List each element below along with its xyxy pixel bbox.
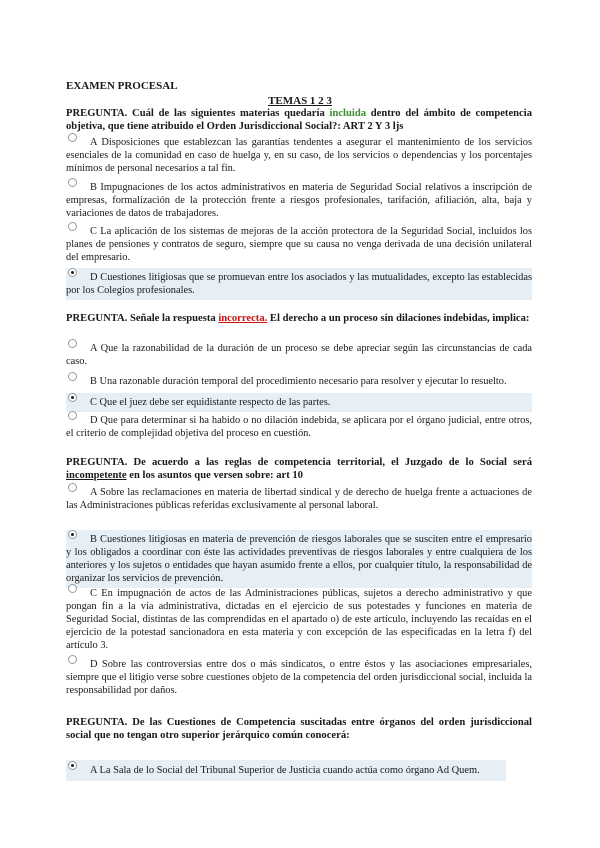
- radio-icon[interactable]: [68, 339, 77, 348]
- exam-title: EXAMEN PROCESAL: [66, 80, 178, 92]
- highlight-incluida: incluida: [329, 108, 367, 119]
- radio-icon[interactable]: [68, 222, 77, 231]
- radio-selected-icon[interactable]: [68, 268, 77, 277]
- q1-option-a[interactable]: A Disposiciones que establezcan las garantías tendentes a asegurar el mantenimiento de los servicios esenciales de la comunidad en caso de huelga y, en su caso, de los servicios o dependencias y los porcentajes mínimos de personal necesarios a tal fin.: [66, 136, 532, 175]
- radio-selected-icon[interactable]: [68, 393, 77, 402]
- radio-selected-icon[interactable]: [68, 761, 77, 770]
- q1-option-c[interactable]: C La aplicación de los sistemas de mejoras de la acción protectora de la Seguridad Social, incluidos los planes de pensiones y contratos de seguro, siempre que su causa no venga derivada de una decisión unilateral del empresario.: [66, 225, 532, 264]
- radio-icon[interactable]: [68, 411, 77, 420]
- q3-option-b[interactable]: B Cuestiones litigiosas en materia de prevención de riesgos laborales que se susciten entre el empresario y los obligados a coordinar con éste las actividades preventivas de riesgos laborales y entre cualquiera de los anteriores y los sujetos o entidades que hayan asumido frente a ellos, por cualquier título, la responsabilidad de organizar los servicios de prevención.: [66, 530, 532, 588]
- radio-icon[interactable]: [68, 483, 77, 492]
- q3-option-a[interactable]: A Sobre las reclamaciones en materia de libertad sindical y de derecho de huelga frente a actuaciones de las Administraciones públicas referidas exclusivamente al personal laboral.: [66, 486, 532, 512]
- radio-icon[interactable]: [68, 372, 77, 381]
- highlight-incompetente: incompetente: [66, 470, 127, 481]
- radio-icon[interactable]: [68, 655, 77, 664]
- q2-option-c[interactable]: C Que el juez debe ser equidistante respecto de las partes.: [66, 393, 532, 412]
- radio-selected-icon[interactable]: [68, 530, 77, 539]
- q3-option-c[interactable]: C En impugnación de actos de las Administraciones públicas, sujetos a derecho administrativo y que pongan fin a la vía administrativa, dictadas en el ejercicio de sus potestades y funciones en materia de Seguridad Social, distintas de las comprendidas en el apartado o) de este artículo, incluyendo las recaídas en el ejercicio de la potestad sancionadora en esta materia y con excepción de las especificadas en la letra f) del artículo 3.: [66, 587, 532, 652]
- q2-option-d[interactable]: D Que para determinar si ha habido o no dilación indebida, se aplicara por el órgano judicial, entre otros, el criterio de complejidad objetiva del proceso en cuestión.: [66, 414, 532, 440]
- question-2: PREGUNTA. Señale la respuesta incorrecta. El derecho a un proceso sin dilaciones indebidas, implica:: [66, 313, 530, 324]
- question-3: PREGUNTA. De acuerdo a las reglas de competencia territorial, el Juzgado de lo Social será incompetente en los asuntos que versen sobre: art 10: [66, 457, 532, 481]
- q2-option-a[interactable]: A Que la razonabilidad de la duración de un proceso se debe apreciar según las circunstancias de cada caso.: [66, 342, 532, 368]
- q3-option-d[interactable]: D Sobre las controversias entre dos o más sindicatos, o entre éstos y las asociaciones empresariales, siempre que el litigio verse sobre cuestiones objeto de la competencia del orden jurisdiccional social, incluida la responsabilidad por daños.: [66, 658, 532, 697]
- question-1: PREGUNTA. Cuál de las siguientes materias quedaría incluida dentro del ámbito de competencia objetiva, que tiene atribuido el Orden Jurisdiccional Social?: ART 2 Y 3 ljs: [66, 108, 532, 132]
- question-4: PREGUNTA. De las Cuestiones de Competencia suscitadas entre órganos del orden jurisdiccional social que no tengan otro superior jerárquico común conocerá:: [66, 717, 532, 741]
- q2-option-b[interactable]: B Una razonable duración temporal del procedimiento necesario para resolver y ejecutar lo resuelto.: [66, 375, 532, 388]
- q1-option-b[interactable]: B Impugnaciones de los actos administrativos en materia de Seguridad Social relativos a inscripción de empresas, formalización de la protección frente a riesgos profesionales, tarifación, afiliación, alta, baja y variaciones de datos de trabajadores.: [66, 181, 532, 220]
- q1-option-d[interactable]: D Cuestiones litigiosas que se promuevan entre los asociados y las mutualidades, excepto las establecidas por los Colegios profesionales.: [66, 268, 532, 300]
- highlight-incorrecta: incorrecta.: [218, 313, 268, 324]
- radio-icon[interactable]: [68, 133, 77, 142]
- radio-icon[interactable]: [68, 584, 77, 593]
- q4-option-a[interactable]: A La Sala de lo Social del Tribunal Superior de Justicia cuando actúa como órgano Ad Quem.: [66, 760, 506, 781]
- radio-icon[interactable]: [68, 178, 77, 187]
- temas-text: TEMAS 1 2 3: [268, 95, 332, 107]
